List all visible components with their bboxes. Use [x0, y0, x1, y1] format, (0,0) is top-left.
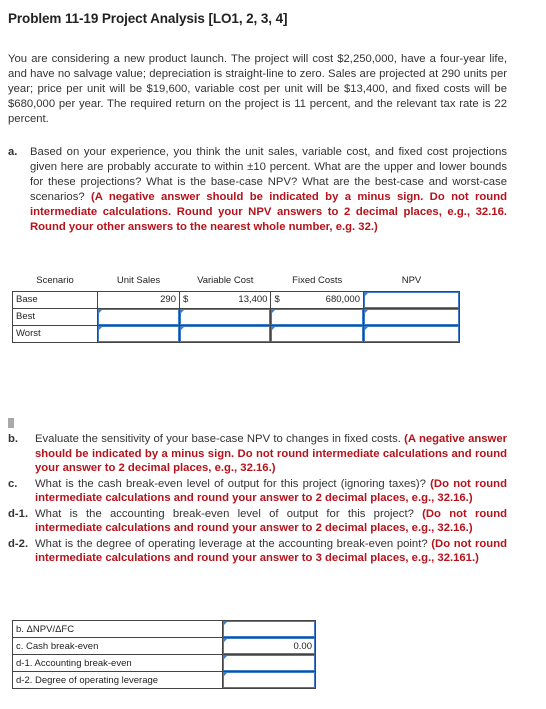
variable-cost-cell: 13,400 [194, 291, 271, 308]
part-d1-text: What is the accounting break-even level of output for this project? [35, 507, 414, 520]
scenario-cell: Best [13, 308, 98, 325]
fixed-costs-cell: 680,000 [285, 291, 364, 308]
unit-sales-best-input[interactable] [98, 308, 180, 325]
part-a-question [8, 145, 507, 235]
part-d2-question [8, 537, 507, 566]
fixed-costs-worst-input[interactable] [271, 325, 364, 342]
cash-break-even-input[interactable]: 0.00 [223, 638, 316, 655]
problem-title: Problem 11-19 Project Analysis [LO1, 2, 3, 4] [8, 11, 288, 26]
npv-base-input[interactable] [364, 291, 460, 308]
problem-intro: You are considering a new product launch. The project will cost $2,250,000, have a four-year life, and have no salvage value; depreciation is straight-line to zero. Sales are projected at 290 units per year; price per unit will be $19,600, variable cost per unit will be $13,400, and fixed costs will be $680,000 per year. The required return on the project is 11 percent, and the relevant tax rate is 22 percent. [8, 53, 507, 125]
scroll-marker [8, 418, 14, 428]
part-d2-text: What is the degree of operating leverage at the accounting break-even point? [35, 537, 428, 550]
part-d2-label: d-2. [8, 537, 29, 550]
scenario-cell: Worst [13, 325, 98, 342]
answer-label: d-1. Accounting break-even [13, 655, 223, 672]
variable-cost-worst-input[interactable] [180, 325, 271, 342]
npv-worst-input[interactable] [364, 325, 460, 342]
header-variable-cost: Variable Cost [180, 271, 271, 291]
table-row [13, 308, 460, 325]
currency-symbol: $ [271, 291, 285, 308]
parts-b-to-d [8, 432, 507, 567]
header-fixed-costs: Fixed Costs [271, 271, 364, 291]
variable-cost-best-input[interactable] [180, 308, 271, 325]
part-d1-question [8, 507, 507, 536]
operating-leverage-input[interactable] [223, 672, 316, 689]
currency-symbol: $ [180, 291, 194, 308]
part-c-question [8, 477, 507, 506]
table-row [13, 325, 460, 342]
scenario-cell: Base [13, 291, 98, 308]
part-a-text: Based on your experience, you think the unit sales, variable cost, and fixed cost projections given here are probably accurate to within ±10 percent. What are the upper and lower bounds for these projections? What is the base-case NPV? What are the best-case and worst-case scenarios? [30, 146, 507, 203]
accounting-break-even-input[interactable] [223, 655, 316, 672]
unit-sales-cell: 290 [98, 291, 180, 308]
part-d2-instruction: (Do not round intermediate calculations and round your answer to 3 decimal places, e.g., 32.161.) [35, 537, 508, 564]
answer-table [12, 620, 316, 689]
table-row [13, 655, 316, 672]
part-b-label: b. [8, 433, 19, 445]
header-npv: NPV [364, 271, 460, 291]
part-c-text: What is the cash break-even level of output for this project (ignoring taxes)? [35, 477, 426, 490]
header-scenario: Scenario [13, 271, 98, 291]
table-row [13, 621, 316, 638]
part-b-instruction: (A negative answer should be indicated by a minus sign. Do not round intermediate calculations and round your answer to 2 decimal places, e.g., 32.16.) [35, 433, 508, 474]
part-c-label: c. [8, 477, 18, 490]
answer-label: b. ΔNPV/ΔFC [13, 621, 223, 638]
part-d1-instruction: (Do not round intermediate calculations and round your answer to 2 decimal places, e.g., 32.16.) [35, 507, 507, 534]
part-c-instruction: (Do not round intermediate calculations and round your answer to 2 decimal places, e.g., 32.16.) [35, 477, 507, 504]
part-d1-label: d-1. [8, 507, 29, 520]
part-b-text: Evaluate the sensitivity of your base-case NPV to changes in fixed costs. [35, 433, 401, 445]
part-b-question [8, 432, 507, 476]
answer-label: c. Cash break-even [13, 638, 223, 655]
unit-sales-worst-input[interactable] [98, 325, 180, 342]
answer-label: d-2. Degree of operating leverage [13, 672, 223, 689]
scenario-table [12, 271, 460, 343]
table-row [13, 672, 316, 689]
npv-best-input[interactable] [364, 308, 460, 325]
fixed-costs-best-input[interactable] [271, 308, 364, 325]
part-a-label: a. [8, 146, 18, 158]
header-unit-sales: Unit Sales [98, 271, 180, 291]
delta-npv-input[interactable] [223, 621, 316, 638]
table-row [13, 291, 460, 308]
part-a-instruction: (A negative answer should be indicated by a minus sign. Do not round intermediate calculations. Round your NPV answers to 2 decimal places, e.g., 32.16. Round your other answers to the nearest whole number, e.g. 32.) [30, 191, 507, 233]
table-row [13, 638, 316, 655]
